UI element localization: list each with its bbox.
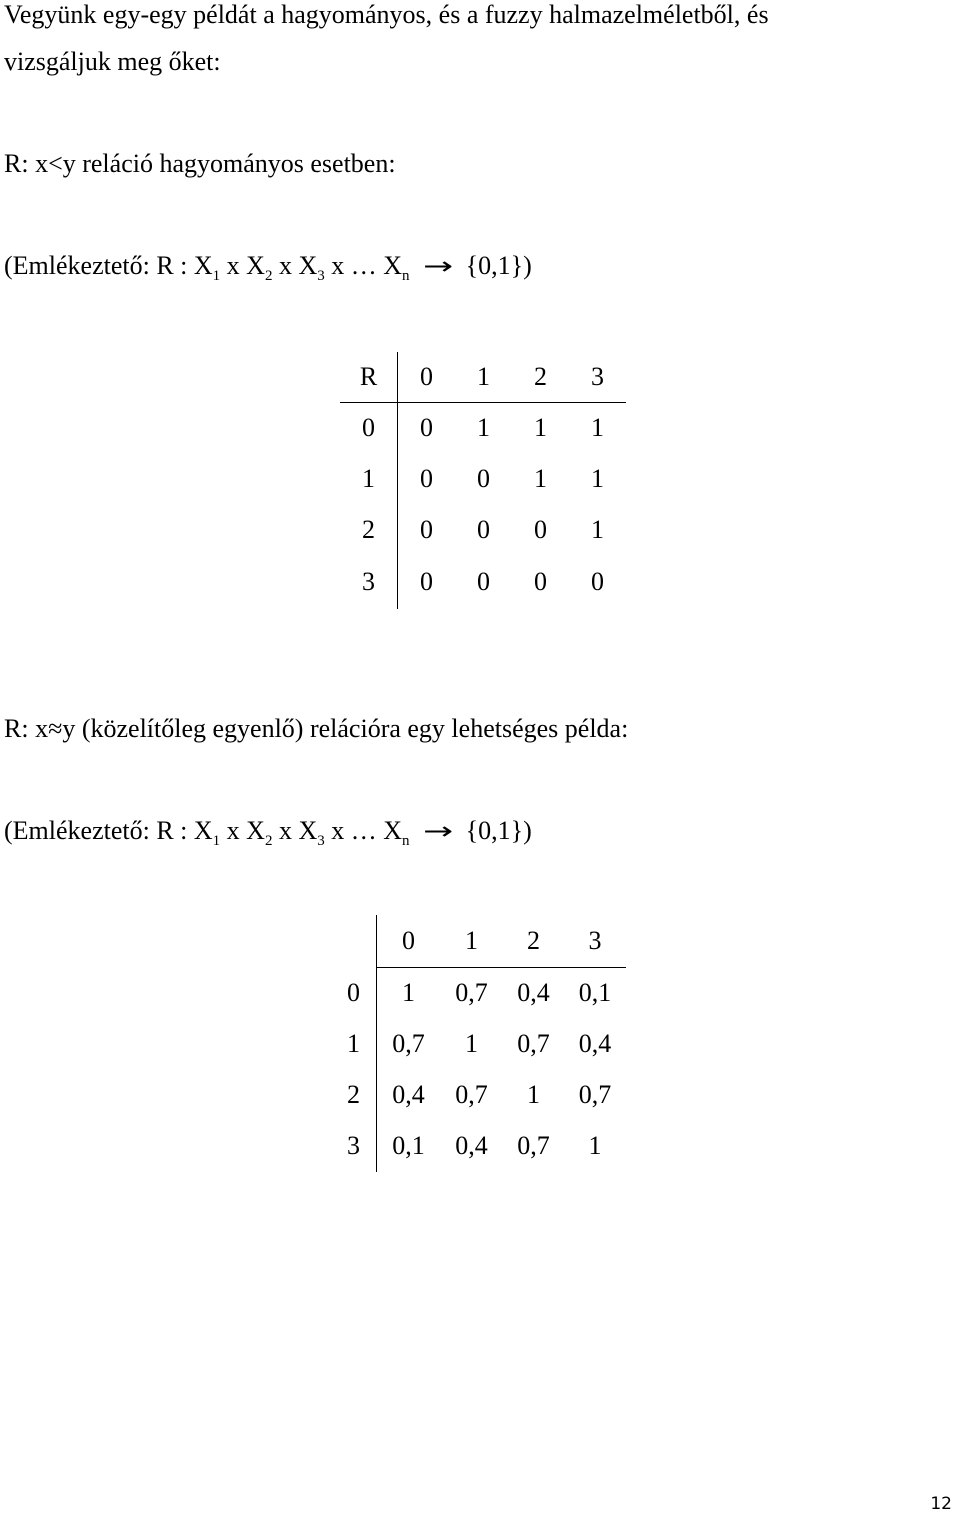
reminder-text-2: x X — [272, 251, 318, 280]
section1-reminder — [4, 251, 532, 285]
table-cell: 0 — [477, 567, 490, 596]
reminder-sub-3: 3 — [317, 833, 325, 849]
reminder-sub-1: 1 — [212, 833, 221, 849]
table-cell: 0,7 — [517, 1028, 550, 1058]
table-cell: 0 — [420, 514, 433, 544]
table-cell: 0 — [477, 463, 490, 493]
table-cell: 1 — [534, 463, 547, 493]
table-corner — [331, 915, 377, 967]
table-row — [331, 1120, 626, 1172]
column-header: 1 — [455, 352, 512, 402]
table-cell: 0,4 — [517, 977, 550, 1007]
row-header: 1 — [340, 453, 398, 504]
section2-reminder — [4, 816, 532, 850]
table-row — [340, 453, 626, 504]
reminder-text-1: x X — [220, 251, 265, 280]
relation-table-crisp — [340, 352, 626, 609]
column-header: 2 — [512, 352, 569, 402]
table-cell: 0 — [591, 567, 604, 596]
row-header: 2 — [340, 504, 398, 555]
row-header: 3 — [331, 1120, 377, 1172]
table-cell: 1 — [534, 412, 547, 442]
intro-line-2: vizsgáljuk meg őket: — [4, 47, 221, 76]
table-row — [340, 504, 626, 555]
table-cell: 0 — [420, 567, 433, 596]
right-arrow-icon: → — [422, 252, 453, 280]
table-row — [331, 1069, 626, 1120]
table-cell: 1 — [402, 977, 415, 1007]
column-header: 0 — [398, 352, 456, 402]
intro-line-1: Vegyünk egy-egy példát a hagyományos, és a fuzzy halmazelméletből, és — [4, 0, 769, 29]
page-number: 12 — [930, 1494, 952, 1514]
reminder-sub-2: 2 — [264, 268, 273, 284]
table-row — [340, 402, 626, 453]
table-cell: 0,7 — [455, 1079, 488, 1109]
table-cell: 1 — [527, 1079, 540, 1109]
table-cell: 1 — [588, 1131, 602, 1160]
column-header: 0 — [377, 915, 441, 967]
reminder-sub-1: 1 — [212, 268, 221, 284]
table-row — [331, 967, 626, 1018]
table-cell: 0,4 — [578, 1028, 612, 1058]
table-cell: 0,1 — [578, 977, 612, 1007]
table-cell: 1 — [477, 412, 490, 442]
table-row — [331, 1018, 626, 1069]
reminder-prefix: (Emlékeztető: R : X — [4, 816, 213, 845]
column-header: 2 — [503, 915, 564, 967]
reminder-sub-n: n — [402, 268, 410, 284]
table-header-row — [340, 352, 626, 402]
row-header: 0 — [331, 967, 377, 1018]
reminder-text-2: x X — [272, 816, 318, 845]
table-row — [340, 555, 626, 609]
table-header-row — [331, 915, 626, 967]
reminder-sub-2: 2 — [264, 833, 273, 849]
table-cell: 0,7 — [392, 1028, 425, 1058]
reminder-text-3: x … X — [324, 251, 403, 280]
table-cell: 1 — [465, 1028, 478, 1058]
column-header: 3 — [564, 915, 626, 967]
column-header: 3 — [569, 352, 626, 402]
reminder-suffix: {0,1}) — [465, 816, 532, 845]
table-cell: 0 — [534, 567, 547, 596]
table-cell: 1 — [591, 412, 604, 442]
row-header: 2 — [331, 1069, 377, 1120]
table-cell: 0,7 — [578, 1079, 612, 1109]
reminder-prefix: (Emlékeztető: R : X — [4, 251, 213, 280]
table-cell: 0,7 — [455, 977, 488, 1007]
reminder-sub-3: 3 — [317, 268, 325, 284]
section2-heading: R: x≈y (közelítőleg egyenlő) relációra egy lehetséges példa: — [4, 714, 629, 743]
table-cell: 1 — [591, 514, 604, 544]
column-header: 1 — [440, 915, 503, 967]
right-arrow-icon: → — [422, 817, 453, 845]
table-cell: 0,7 — [517, 1131, 550, 1160]
table-cell: 0,4 — [392, 1079, 425, 1109]
table-corner: R — [340, 352, 398, 402]
reminder-text-3: x … X — [324, 816, 403, 845]
table-cell: 1 — [591, 463, 604, 493]
row-header: 3 — [340, 555, 398, 609]
relation-table-fuzzy — [331, 915, 626, 1172]
table-cell: 0 — [534, 514, 547, 544]
row-header: 1 — [331, 1018, 377, 1069]
table-cell: 0,4 — [455, 1131, 488, 1160]
table-cell: 0,1 — [392, 1131, 425, 1160]
row-header: 0 — [340, 402, 398, 453]
reminder-sub-n: n — [402, 833, 410, 849]
table-cell: 0 — [477, 514, 490, 544]
reminder-text-1: x X — [220, 816, 265, 845]
table-cell: 0 — [420, 412, 433, 442]
table-cell: 0 — [420, 463, 433, 493]
reminder-suffix: {0,1}) — [465, 251, 532, 280]
section1-heading: R: x<y reláció hagyományos esetben: — [4, 149, 396, 178]
